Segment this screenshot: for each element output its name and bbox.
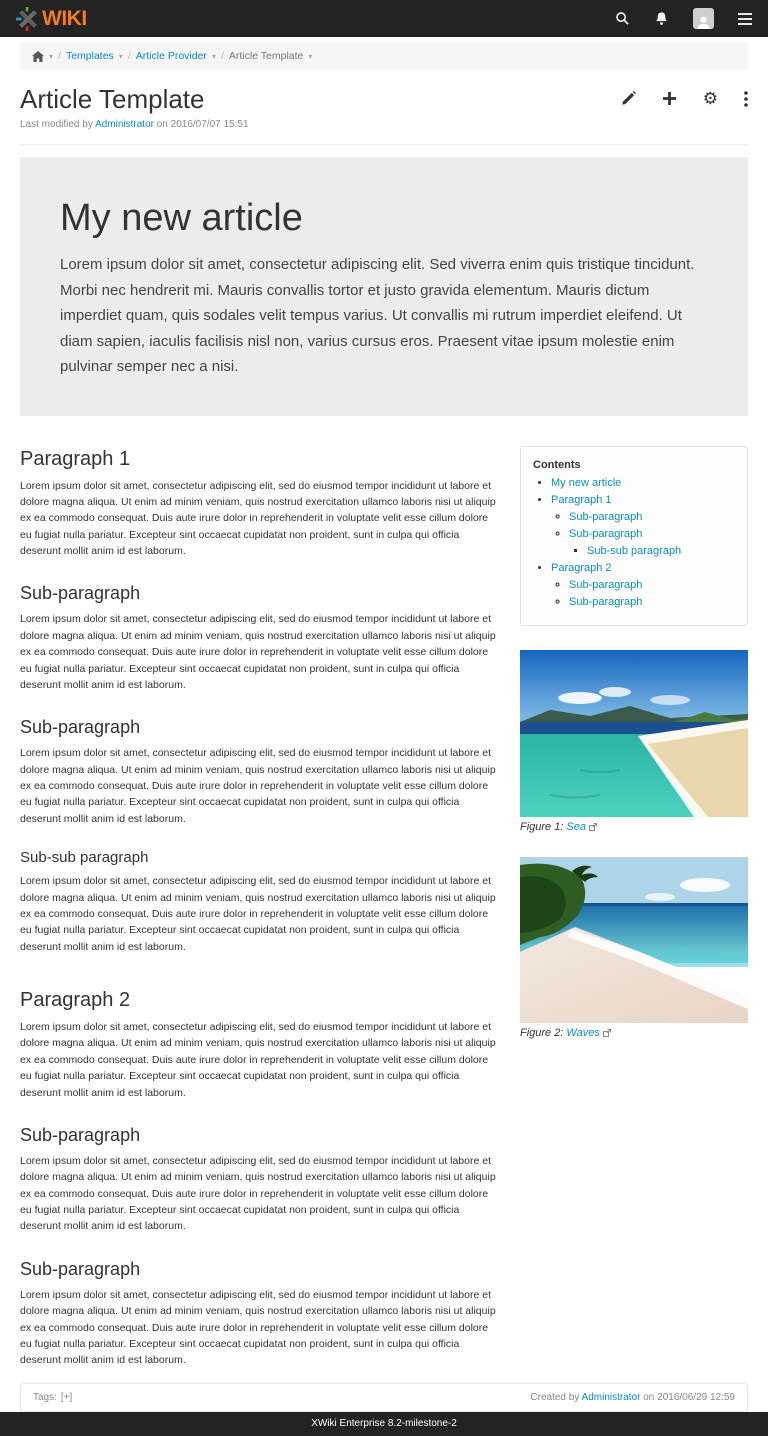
toc-item (551, 492, 735, 560)
toc-link-sub-paragraph[interactable]: Sub-paragraph (569, 578, 643, 591)
page-title: Article Template (20, 84, 205, 114)
breadcrumb-article-provider[interactable]: Article Provider (135, 50, 207, 62)
more-kebab-icon[interactable] (744, 91, 748, 107)
add-tag-button[interactable]: [+] (60, 1391, 73, 1403)
figure-2-link[interactable]: Waves (566, 1026, 600, 1039)
section-heading: Sub-paragraph (20, 583, 141, 604)
xwiki-logo[interactable] (16, 7, 87, 31)
figure-1 (520, 650, 748, 833)
article-hero (20, 157, 748, 416)
figure-2-image (520, 857, 748, 1023)
breadcrumb-templates[interactable]: Templates (65, 50, 114, 62)
modified-suffix: on 2016/07/07 15:51 (156, 119, 249, 130)
external-link-icon (603, 1029, 611, 1037)
last-modified (20, 119, 748, 130)
bell-icon[interactable] (654, 11, 669, 26)
breadcrumb (20, 42, 748, 70)
footer (0, 1412, 768, 1436)
section-body: Lorem ipsum dolor sit amet, consectetur adipiscing elit, sed do eiusmod tempor incididunt ut labore et dolore magna aliqua. Ut enim ad minim veniam, quis nostrud exercitation ullamco laboris nisi ut aliquip ex ea commodo consequat. Duis aute irure dolor in reprehenderit in voluptate velit esse cillum dolore eu fugiat nulla pariatur. Excepteur sint occaecat cupidatat non proident, sunt in culpa qui officia deserunt mollit anim id est laborum. (20, 479, 496, 557)
page-actions (621, 90, 748, 107)
article-intro: Lorem ipsum dolor sit amet, consectetur adipiscing elit. Sed viverra enim quis tristique tincidunt. Morbi nec hendrerit mi. Mauris convallis tortor et justo gravida elementum. Mauris dictum imperdiet quam, quis sodales velit tempus varius. Ut convallis mi rutrum imperdiet eleifend. Ut diam sapien, iaculis facilisis nisl non, varius cursus eros. Praesent vitae ipsum molestie enim pulvinar semper nec a nisi. (60, 256, 695, 375)
toc-link-paragraph-2[interactable]: Paragraph 2 (551, 561, 612, 574)
tags-label: Tags: (33, 1391, 57, 1403)
breadcrumb-article-template: Article Template (228, 50, 304, 62)
created-suffix: on 2016/06/29 12:59 (643, 1391, 735, 1403)
toc-link-sub-paragraph[interactable]: Sub-paragraph (569, 510, 643, 523)
breadcrumb-separator: / (127, 50, 131, 62)
section-heading: Paragraph 1 (20, 447, 131, 470)
search-icon[interactable] (615, 11, 630, 26)
section-body: Lorem ipsum dolor sit amet, consectetur adipiscing elit, sed do eiusmod tempor incididunt ut labore et dolore magna aliqua. Ut enim ad minim veniam, quis nostrud exercitation ullamco laboris nisi ut aliquip ex ea commodo consequat. Duis aute irure dolor in reprehenderit in voluptate velit esse cillum dolore eu fugiat nulla pariatur. Excepteur sint occaecat cupidatat non proident, sunt in culpa qui officia deserunt mollit anim id est laborum. (20, 1021, 496, 1099)
figure-1-link[interactable]: Sea (566, 820, 586, 833)
section-heading: Sub-sub paragraph (20, 849, 149, 867)
page-header (20, 84, 748, 115)
toc-item (551, 560, 735, 611)
section-body: Lorem ipsum dolor sit amet, consectetur adipiscing elit, sed do eiusmod tempor incididunt ut labore et dolore magna aliqua. Ut enim ad minim veniam, quis nostrud exercitation ullamco laboris nisi ut aliquip ex ea commodo consequat. Duis aute irure dolor in reprehenderit in voluptate velit esse cillum dolore eu fugiat nulla pariatur. Excepteur sint occaecat cupidatat non proident, sunt in culpa qui officia deserunt mollit anim id est laborum. (20, 1154, 496, 1233)
footer-version: XWiki Enterprise 8.2-milestone-2 (311, 1418, 457, 1430)
toc-link-sub-paragraph[interactable]: Sub-paragraph (569, 527, 643, 540)
modified-user-link[interactable]: Administrator (95, 119, 154, 130)
chevron-down-icon[interactable]: ▾ (211, 51, 216, 61)
section-body: Lorem ipsum dolor sit amet, consectetur adipiscing elit, sed do eiusmod tempor incididunt ut labore et dolore magna aliqua. Ut enim ad minim veniam, quis nostrud exercitation ullamco laboris nisi ut aliquip ex ea commodo consequat. Duis aute irure dolor in reprehenderit in voluptate velit esse cillum dolore eu fugiat nulla pariatur. Excepteur sint occaecat cupidatat non proident, sunt in culpa qui officia deserunt mollit anim id est laborum. (20, 613, 496, 691)
toc-link-sub-sub-paragraph[interactable]: Sub-sub paragraph (587, 544, 682, 557)
tags-panel (20, 1383, 748, 1412)
modified-prefix: Last modified by (20, 119, 93, 130)
xwiki-x-icon (16, 7, 40, 31)
created-info (530, 1392, 735, 1403)
section-heading: Sub-paragraph (20, 1124, 141, 1145)
toc-item (569, 577, 735, 594)
figure-2-caption (520, 1027, 748, 1039)
toc-link-sub-paragraph[interactable]: Sub-paragraph (569, 595, 643, 608)
home-caret-icon[interactable]: ▾ (49, 51, 54, 61)
hamburger-icon[interactable] (738, 13, 752, 25)
chevron-down-icon[interactable]: ▾ (308, 51, 313, 61)
section-heading: Sub-paragraph (20, 1258, 141, 1279)
article-body (20, 446, 500, 1369)
toc-item (551, 475, 735, 492)
user-avatar[interactable] (693, 8, 714, 29)
toc-link-my-new-article[interactable]: My new article (551, 476, 622, 489)
toc-item (587, 543, 735, 560)
settings-gear-icon[interactable]: ⚙ (702, 89, 718, 108)
breadcrumb-separator: / (58, 50, 61, 62)
section-body: Lorem ipsum dolor sit amet, consectetur adipiscing elit, sed do eiusmod tempor incididunt ut labore et dolore magna aliqua. Ut enim ad minim veniam, quis nostrud exercitation ullamco laboris nisi ut aliquip ex ea commodo consequat. Duis aute irure dolor in reprehenderit in voluptate velit esse cillum dolore eu fugiat nulla pariatur. Excepteur sint occaecat cupidatat non proident, sunt in culpa qui officia deserunt mollit anim id est laborum. (20, 1288, 496, 1367)
edit-pencil-icon[interactable] (621, 91, 636, 106)
header-divider (20, 144, 748, 145)
content-columns (20, 446, 748, 1369)
section-body: Lorem ipsum dolor sit amet, consectetur adipiscing elit, sed do eiusmod tempor incididunt ut labore et dolore magna aliqua. Ut enim ad minim veniam, quis nostrud exercitation ullamco laboris nisi ut aliquip ex ea commodo consequat. Duis aute irure dolor in reprehenderit in voluptate velit esse cillum dolore eu fugiat nulla pariatur. Excepteur sint occaecat cupidatat non proident, sunt in culpa qui officia deserunt mollit anim id est laborum. (20, 747, 496, 825)
add-plus-icon[interactable] (662, 91, 677, 106)
logo-text: WIKI (42, 7, 87, 30)
sidebar (520, 446, 748, 1039)
toc-item (569, 509, 735, 526)
toc-item (569, 594, 735, 611)
section-heading: Paragraph 2 (20, 989, 131, 1011)
figure-label: Figure 1: (520, 820, 564, 833)
topbar (0, 0, 768, 37)
contents-title: Contents (533, 458, 581, 471)
section-heading: Sub-paragraph (20, 717, 141, 738)
created-prefix: Created by (530, 1391, 580, 1403)
created-user-link[interactable]: Administrator (581, 1391, 641, 1403)
toc-item (569, 526, 735, 560)
chevron-down-icon[interactable]: ▾ (118, 51, 123, 61)
home-icon[interactable] (32, 51, 44, 62)
contents-panel (520, 446, 748, 626)
breadcrumb-separator: / (220, 50, 224, 62)
external-link-icon (589, 823, 597, 831)
figure-2 (520, 857, 748, 1039)
article-title: My new article (60, 197, 303, 239)
section-body: Lorem ipsum dolor sit amet, consectetur adipiscing elit, sed do eiusmod tempor incididunt ut labore et dolore magna aliqua. Ut enim ad minim veniam, quis nostrud exercitation ullamco laboris nisi ut aliquip ex ea commodo consequat. Duis aute irure dolor in reprehenderit in voluptate velit esse cillum dolore eu fugiat nulla pariatur. Excepteur sint occaecat cupidatat non proident, sunt in culpa qui officia deserunt mollit anim id est laborum. (20, 875, 496, 953)
figure-label: Figure 2: (520, 1026, 564, 1039)
toc-link-paragraph-1[interactable]: Paragraph 1 (551, 493, 612, 506)
figure-1-image (520, 650, 748, 817)
figure-1-caption (520, 821, 748, 833)
